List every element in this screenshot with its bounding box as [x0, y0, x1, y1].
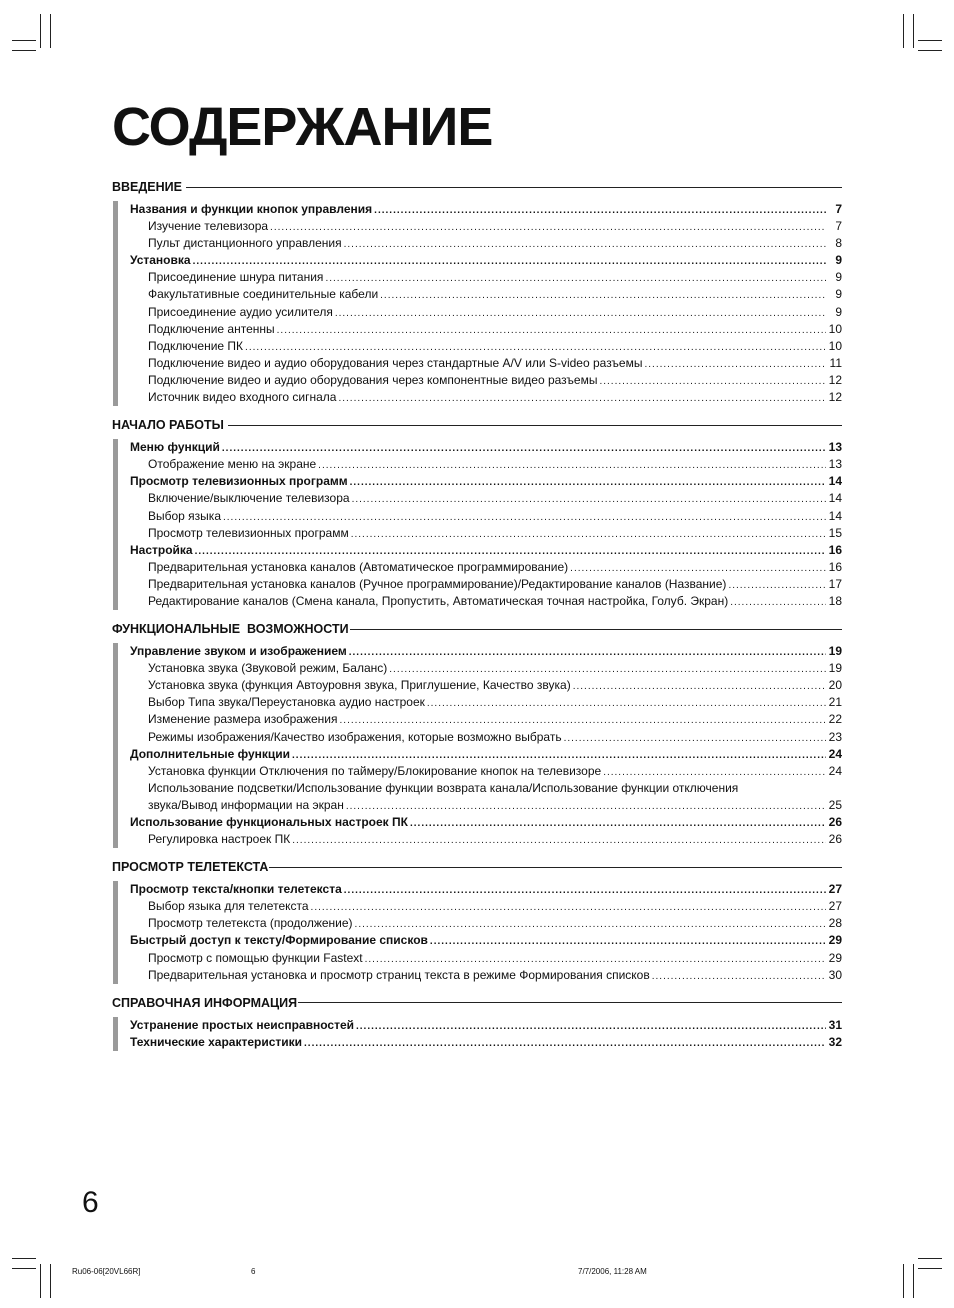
- dot-leader: [380, 287, 826, 303]
- dot-leader: [340, 712, 826, 728]
- crop-mark: [12, 1268, 36, 1269]
- toc-page-number: 10: [828, 321, 842, 336]
- page-number: 6: [82, 1186, 99, 1219]
- dot-leader: [292, 832, 826, 848]
- toc-entry-title: Изменение размера изображения: [148, 712, 338, 727]
- toc-entry-title: Меню функций: [130, 440, 220, 455]
- toc-entry-title: Выбор языка для телетекста: [148, 899, 309, 914]
- toc-page-number: 14: [828, 508, 842, 523]
- section-heading-label: ФУНКЦИОНАЛЬНЫЕ ВОЗМОЖНОСТИ: [112, 622, 349, 637]
- toc-entry-title: Факультативные соединительные кабели: [148, 287, 379, 302]
- crop-mark: [50, 1264, 51, 1298]
- toc-subtopic: [130, 729, 842, 746]
- toc-subtopic: [130, 915, 842, 932]
- section-heading-label: ВВЕДЕНИЕ: [112, 180, 182, 194]
- dot-leader: [346, 798, 826, 814]
- crop-mark: [12, 40, 36, 41]
- toc-page-number: 14: [828, 474, 842, 489]
- toc-subtopic: [130, 355, 842, 372]
- dot-leader: [728, 577, 826, 593]
- dot-leader: [355, 916, 826, 932]
- crop-mark: [913, 1264, 914, 1298]
- toc-page-number: 31: [828, 1017, 842, 1032]
- toc-subtopic: [130, 235, 842, 252]
- toc-topic: [130, 746, 842, 763]
- toc-topic: [130, 542, 842, 559]
- toc-subtopic: [130, 967, 842, 984]
- toc-subtopic: [130, 831, 842, 848]
- toc-topic: [130, 1017, 842, 1034]
- toc-topic: [130, 932, 842, 949]
- toc-entry-title: Выбор Типа звука/Переустановка аудио настроек: [148, 695, 425, 710]
- toc-topic: [130, 881, 842, 898]
- dot-leader: [573, 678, 826, 694]
- toc-entry-title: Подключение видео и аудио оборудования через компонентные видео разъемы: [148, 372, 598, 387]
- dot-leader: [270, 219, 826, 235]
- toc-entry-title: Управление звуком и изображением: [130, 644, 347, 659]
- toc-page-number: 23: [828, 729, 842, 744]
- toc-page-number: 9: [835, 304, 842, 319]
- crop-mark: [40, 14, 41, 48]
- section-rule: [269, 867, 842, 868]
- section-heading: [112, 858, 842, 876]
- section-heading-label: НАЧАЛО РАБОТЫ: [112, 418, 224, 433]
- dot-leader: [652, 968, 826, 984]
- dot-leader: [311, 899, 826, 915]
- toc-subtopic: [130, 372, 842, 389]
- dot-leader: [356, 1018, 826, 1034]
- toc-topic: [130, 201, 842, 218]
- dot-leader: [292, 747, 826, 763]
- dot-leader: [223, 509, 826, 525]
- toc-page-number: 27: [828, 899, 842, 914]
- dot-leader: [245, 339, 826, 355]
- toc-entry-title: Отображение меню на экране: [148, 457, 317, 472]
- toc-subtopic: [130, 304, 842, 321]
- toc-page-number: 30: [828, 967, 842, 982]
- section-entries: [113, 643, 842, 848]
- toc-subtopic: [130, 711, 842, 728]
- section-heading-label: СПРАВОЧНАЯ ИНФОРМАЦИЯ: [112, 995, 298, 1010]
- toc-topic: [130, 814, 842, 831]
- toc-entry-title: Дополнительные функции: [130, 746, 291, 761]
- dot-leader: [352, 491, 826, 507]
- dot-leader: [350, 474, 826, 490]
- dot-leader: [304, 1035, 826, 1051]
- toc-subtopic: [130, 898, 842, 915]
- dot-leader: [344, 882, 826, 898]
- toc-subtopic: [130, 218, 842, 235]
- section-rule: [228, 425, 842, 426]
- section-heading: [112, 994, 842, 1012]
- toc-entry-title: Настройка: [130, 542, 193, 557]
- toc-entry-line: Использование подсветки/Использование функции возврата канала/Использование функции отключения: [148, 780, 739, 795]
- toc-page-number: 24: [828, 746, 842, 761]
- toc-page-number: 11: [829, 355, 842, 370]
- crop-mark: [918, 1268, 942, 1269]
- toc-subtopic: [130, 321, 842, 338]
- toc-page-number: 9: [835, 270, 842, 285]
- toc-subtopic: [130, 677, 842, 694]
- toc-page-number: 15: [828, 525, 842, 540]
- crop-mark: [903, 14, 904, 48]
- toc-topic: [130, 252, 842, 269]
- toc-entry-title: Присоединение шнура питания: [148, 270, 324, 285]
- toc-page-number: 22: [828, 712, 842, 727]
- dot-leader: [430, 933, 826, 949]
- toc-topic: [130, 643, 842, 660]
- dot-leader: [222, 440, 826, 456]
- toc-entry-title: Предварительная установка каналов (Ручное программирование)/Редактирование каналов (Название): [148, 576, 727, 591]
- toc-entry-title: Предварительная установка каналов (Автоматическое программирование): [148, 559, 569, 574]
- crop-mark: [918, 1258, 942, 1259]
- toc-entry-title: звука/Вывод информации на экран: [148, 797, 344, 812]
- dot-leader: [374, 202, 826, 218]
- dot-leader: [335, 305, 826, 321]
- dot-leader: [730, 594, 826, 610]
- page-title: СОДЕРЖАНИЕ: [112, 97, 493, 157]
- toc-entry-title: Установка звука (Звуковой режим, Баланс): [148, 661, 388, 676]
- toc-subtopic: [130, 950, 842, 967]
- dot-leader: [564, 730, 826, 746]
- toc-entry-title: Установка функции Отключения по таймеру/Блокирование кнопок на телевизоре: [148, 763, 602, 778]
- toc-entry-title: Названия и функции кнопок управления: [130, 202, 373, 216]
- toc-subtopic: [130, 389, 842, 406]
- section-heading: [112, 620, 842, 638]
- toc-subtopic: [130, 694, 842, 711]
- toc-page-number: 7: [835, 219, 842, 234]
- toc-page-number: 10: [828, 338, 842, 353]
- toc-page-number: 13: [828, 457, 842, 472]
- dot-leader: [193, 253, 826, 269]
- toc-page-number: 25: [828, 797, 842, 812]
- toc-entry-title: Просмотр текста/кнопки телетекста: [130, 882, 342, 897]
- toc-page-number: 12: [828, 390, 842, 405]
- toc-page-number: 26: [828, 815, 842, 829]
- toc-entry-title: Просмотр телевизионных программ: [148, 525, 349, 540]
- toc-subtopic: [130, 525, 842, 542]
- toc-entry-title: Просмотр телевизионных программ: [130, 474, 348, 489]
- toc-entry-title: Подключение видео и аудио оборудования через стандартные A/V или S-video разъемы: [148, 355, 643, 370]
- section-entries: [113, 881, 842, 984]
- toc-subtopic: [130, 338, 842, 355]
- dot-leader: [389, 661, 826, 677]
- toc-page-number: 29: [828, 950, 842, 965]
- toc-entry-title: Установка: [130, 253, 191, 268]
- toc-page-number: 28: [828, 916, 842, 931]
- footer-file: Ru06-06[20VL66R]: [72, 1267, 141, 1276]
- toc-subtopic: [130, 660, 842, 677]
- section-rule: [186, 187, 842, 188]
- toc-page-number: 12: [828, 372, 842, 387]
- toc-page-number: 24: [828, 763, 842, 778]
- toc-page-number: 26: [828, 832, 842, 847]
- toc-entry-title: Выбор языка: [148, 508, 221, 523]
- toc-topic: [130, 439, 842, 456]
- crop-mark: [40, 1264, 41, 1298]
- toc-page-number: 8: [835, 236, 842, 251]
- crop-mark: [903, 1264, 904, 1298]
- toc-page-number: 27: [828, 882, 842, 897]
- toc-subtopic: [130, 269, 842, 286]
- section-rule: [298, 1002, 842, 1003]
- toc-entry-title: Устранение простых неисправностей: [130, 1017, 354, 1032]
- crop-mark: [12, 1258, 36, 1259]
- section-entries: [113, 439, 842, 610]
- toc-page-number: 13: [828, 440, 842, 455]
- dot-leader: [427, 695, 826, 711]
- crop-mark: [12, 50, 36, 51]
- section-heading: [112, 178, 842, 196]
- toc-page-number: 20: [828, 678, 842, 693]
- toc-subtopic: [130, 593, 842, 610]
- toc-page-number: 21: [828, 695, 842, 710]
- toc-entry-title: Просмотр с помощью функции Fastext: [148, 950, 363, 965]
- toc-page-number: 9: [835, 287, 842, 302]
- toc-subtopic: [130, 797, 842, 814]
- toc-entry-title: Подключение антенны: [148, 321, 275, 336]
- toc-subtopic: [130, 559, 842, 576]
- dot-leader: [325, 270, 826, 286]
- section-entries: [113, 1017, 842, 1051]
- toc-entry-title: Регулировка настроек ПК: [148, 832, 291, 847]
- toc-entry-title: Быстрый доступ к тексту/Формирование списков: [130, 933, 428, 948]
- toc-entry-title: Технические характеристики: [130, 1034, 303, 1049]
- toc-page-number: 19: [828, 644, 842, 659]
- crop-mark: [50, 14, 51, 48]
- toc-entry-title: Изучение телевизора: [148, 219, 269, 234]
- toc-page-number: 29: [828, 933, 842, 948]
- dot-leader: [603, 764, 826, 780]
- toc-subtopic: [130, 576, 842, 593]
- toc-page-number: 14: [828, 491, 842, 506]
- table-of-contents: [112, 178, 842, 1061]
- toc-topic: [130, 1034, 842, 1051]
- toc-entry-title: Использование функциональных настроек ПК: [130, 815, 408, 829]
- footer-page: 6: [251, 1267, 256, 1276]
- toc-page-number: 16: [828, 559, 842, 574]
- dot-leader: [351, 526, 826, 542]
- toc-subtopic: [130, 286, 842, 303]
- toc-subtopic: [130, 763, 842, 780]
- crop-mark: [918, 40, 942, 41]
- toc-entry-title: Пульт дистанционного управления: [148, 236, 342, 251]
- dot-leader: [195, 543, 826, 559]
- toc-entry-title: Источник видео входного сигнала: [148, 390, 337, 405]
- toc-topic: [130, 473, 842, 490]
- toc-page-number: 18: [828, 593, 842, 608]
- toc-entry-title: Редактирование каналов (Смена канала, Пропустить, Автоматическая точная настройка, Голуб. Экран): [148, 593, 729, 608]
- dot-leader: [570, 560, 826, 576]
- toc-entry-title: Присоединение аудио усилителя: [148, 304, 333, 319]
- toc-entry-title: Режимы изображения/Качество изображения, которые возможно выбрать: [148, 729, 562, 744]
- toc-entry-title: Включение/выключение телевизора: [148, 491, 350, 506]
- section-heading: [112, 416, 842, 434]
- toc-page-number: 17: [828, 576, 842, 591]
- section-entries: [113, 201, 842, 406]
- footer-date: 7/7/2006, 11:28 AM: [578, 1267, 647, 1276]
- toc-entry-title: Просмотр телетекста (продолжение): [148, 916, 353, 931]
- toc-subtopic: [130, 490, 842, 507]
- toc-entry-title: Установка звука (функция Автоуровня звука, Приглушение, Качество звука): [148, 678, 571, 693]
- toc-entry-title: Подключение ПК: [148, 338, 244, 353]
- dot-leader: [344, 236, 826, 252]
- toc-page-number: 32: [828, 1034, 842, 1049]
- dot-leader: [318, 457, 826, 473]
- dot-leader: [277, 322, 826, 338]
- section-rule: [350, 629, 842, 630]
- toc-page-number: 9: [835, 253, 842, 268]
- toc-page-number: 16: [828, 542, 842, 557]
- dot-leader: [644, 356, 826, 372]
- toc-subtopic: [130, 456, 842, 473]
- crop-mark: [918, 50, 942, 51]
- dot-leader: [365, 951, 826, 967]
- toc-page-number: 7: [835, 202, 842, 216]
- toc-subtopic: [130, 508, 842, 525]
- dot-leader: [410, 815, 826, 831]
- dot-leader: [349, 644, 826, 660]
- dot-leader: [338, 390, 826, 406]
- dot-leader: [599, 373, 826, 389]
- crop-mark: [913, 14, 914, 48]
- toc-entry-title: Предварительная установка и просмотр страниц текста в режиме Формирования списков: [148, 967, 650, 982]
- section-heading-label: ПРОСМОТР ТЕЛЕТЕКСТА: [112, 860, 269, 875]
- toc-page-number: 19: [828, 661, 842, 676]
